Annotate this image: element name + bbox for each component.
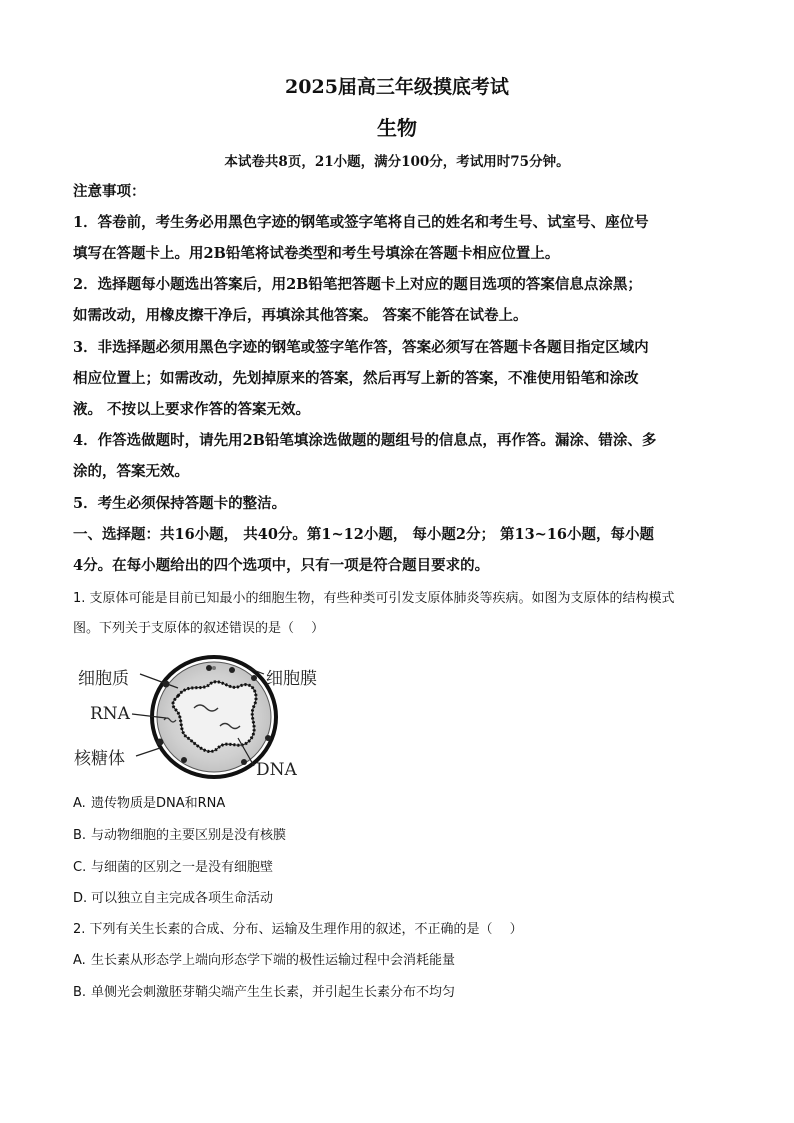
notes-heading: 注意事项： bbox=[73, 183, 146, 200]
ribosome bbox=[229, 667, 235, 673]
option-text: 生长素从形态学上端向形态学下端的极性运输过程中会消耗能量 bbox=[91, 953, 456, 968]
notes-line: 3．非选择题必须用黑色字迹的钢笔或签字笔作答，答案必须写在答题卡各题目指定区域内 bbox=[73, 339, 649, 356]
label-rna: RNA bbox=[90, 704, 130, 724]
notes-line: 涂的，答案无效。 bbox=[73, 463, 189, 480]
notes-line: 液。 不按以上要求作答的答案无效。 bbox=[73, 401, 311, 418]
question-2-option-a[interactable] bbox=[73, 951, 455, 971]
question-1-option-a[interactable] bbox=[73, 794, 225, 814]
option-key: B. bbox=[73, 985, 87, 1000]
notes-line: 4．作答选做题时，请先用2B铅笔填涂选做题的题组号的信息点，再作答。漏涂、错涂、多 bbox=[73, 432, 657, 449]
ribosome bbox=[241, 759, 247, 765]
section-heading-line2: 4分。在每小题给出的四个选项中，只有一项是符合题目要求的。 bbox=[73, 557, 490, 574]
subject-title: 生物 bbox=[377, 116, 417, 140]
label-membrane: 细胞膜 bbox=[266, 669, 317, 689]
label-ribosome: 核糖体 bbox=[74, 749, 125, 769]
question-1-stem-line1: 1. 支原体可能是目前已知最小的细胞生物，有些种类可引发支原体肺炎等疾病。如图为支原体的结构模式 bbox=[73, 591, 675, 606]
option-key: C. bbox=[73, 860, 87, 875]
option-text: 与动物细胞的主要区别是没有核膜 bbox=[91, 828, 287, 843]
question-1-option-d[interactable] bbox=[73, 889, 273, 909]
question-2-stem: 2. 下列有关生长素的合成、分布、运输及生理作用的叙述，不正确的是（ ） bbox=[73, 922, 523, 937]
notes-line: 如需改动，用橡皮擦干净后，再填涂其他答案。 答案不能答在试卷上。 bbox=[73, 307, 528, 324]
ribosome bbox=[251, 675, 257, 681]
ribosome bbox=[265, 735, 271, 741]
question-1-option-c[interactable] bbox=[73, 858, 273, 878]
label-dna: DNA bbox=[256, 760, 297, 780]
notes-line: 相应位置上；如需改动，先划掉原来的答案，然后再写上新的答案，不准使用铅笔和涂改 bbox=[73, 370, 639, 387]
option-text: 可以独立自主完成各项生命活动 bbox=[91, 891, 274, 906]
option-key: B. bbox=[73, 828, 87, 843]
option-text: 与细菌的区别之一是没有细胞壁 bbox=[91, 860, 274, 875]
exam-title: 2025届高三年级摸底考试 bbox=[285, 76, 509, 98]
ribosome bbox=[181, 757, 187, 763]
ribosome bbox=[206, 665, 212, 671]
option-key: D. bbox=[73, 891, 88, 906]
question-1-stem-line2: 图。下列关于支原体的叙述错误的是（ ） bbox=[73, 621, 325, 636]
notes-line: 2．选择题每小题选出答案后，用2B铅笔把答题卡上对应的题目选项的答案信息点涂黑； bbox=[73, 276, 642, 293]
question-1-option-b[interactable] bbox=[73, 826, 286, 846]
notes-line: 1．答卷前，考生务必用黑色字迹的钢笔或签字笔将自己的姓名和考生号、试室号、座位号 bbox=[73, 214, 649, 231]
ribosome bbox=[212, 666, 216, 670]
question-2-option-b[interactable] bbox=[73, 983, 455, 1003]
section-heading-line1: 一、选择题：共16小题， 共40分。第1~12小题， 每小题2分； 第13~16小题，每小题 bbox=[73, 526, 655, 543]
notes-line: 填写在答题卡上。用2B铅笔将试卷类型和考生号填涂在答题卡相应位置上。 bbox=[73, 245, 560, 262]
option-text: 遗传物质是DNA和RNA bbox=[91, 796, 226, 811]
mycoplasma-diagram bbox=[70, 648, 370, 788]
notes-line: 5．考生必须保持答题卡的整洁。 bbox=[73, 495, 287, 512]
exam-info: 本试卷共8页，21小题，满分100分，考试用时75分钟。 bbox=[224, 154, 570, 170]
pointer-line-ribosome bbox=[136, 748, 160, 756]
option-key: A. bbox=[73, 953, 86, 968]
label-cytoplasm: 细胞质 bbox=[78, 669, 129, 689]
option-text: 单侧光会刺激胚芽鞘尖端产生生长素，并引起生长素分布不均匀 bbox=[91, 985, 456, 1000]
ribosome bbox=[157, 739, 164, 746]
option-key: A. bbox=[73, 796, 86, 811]
